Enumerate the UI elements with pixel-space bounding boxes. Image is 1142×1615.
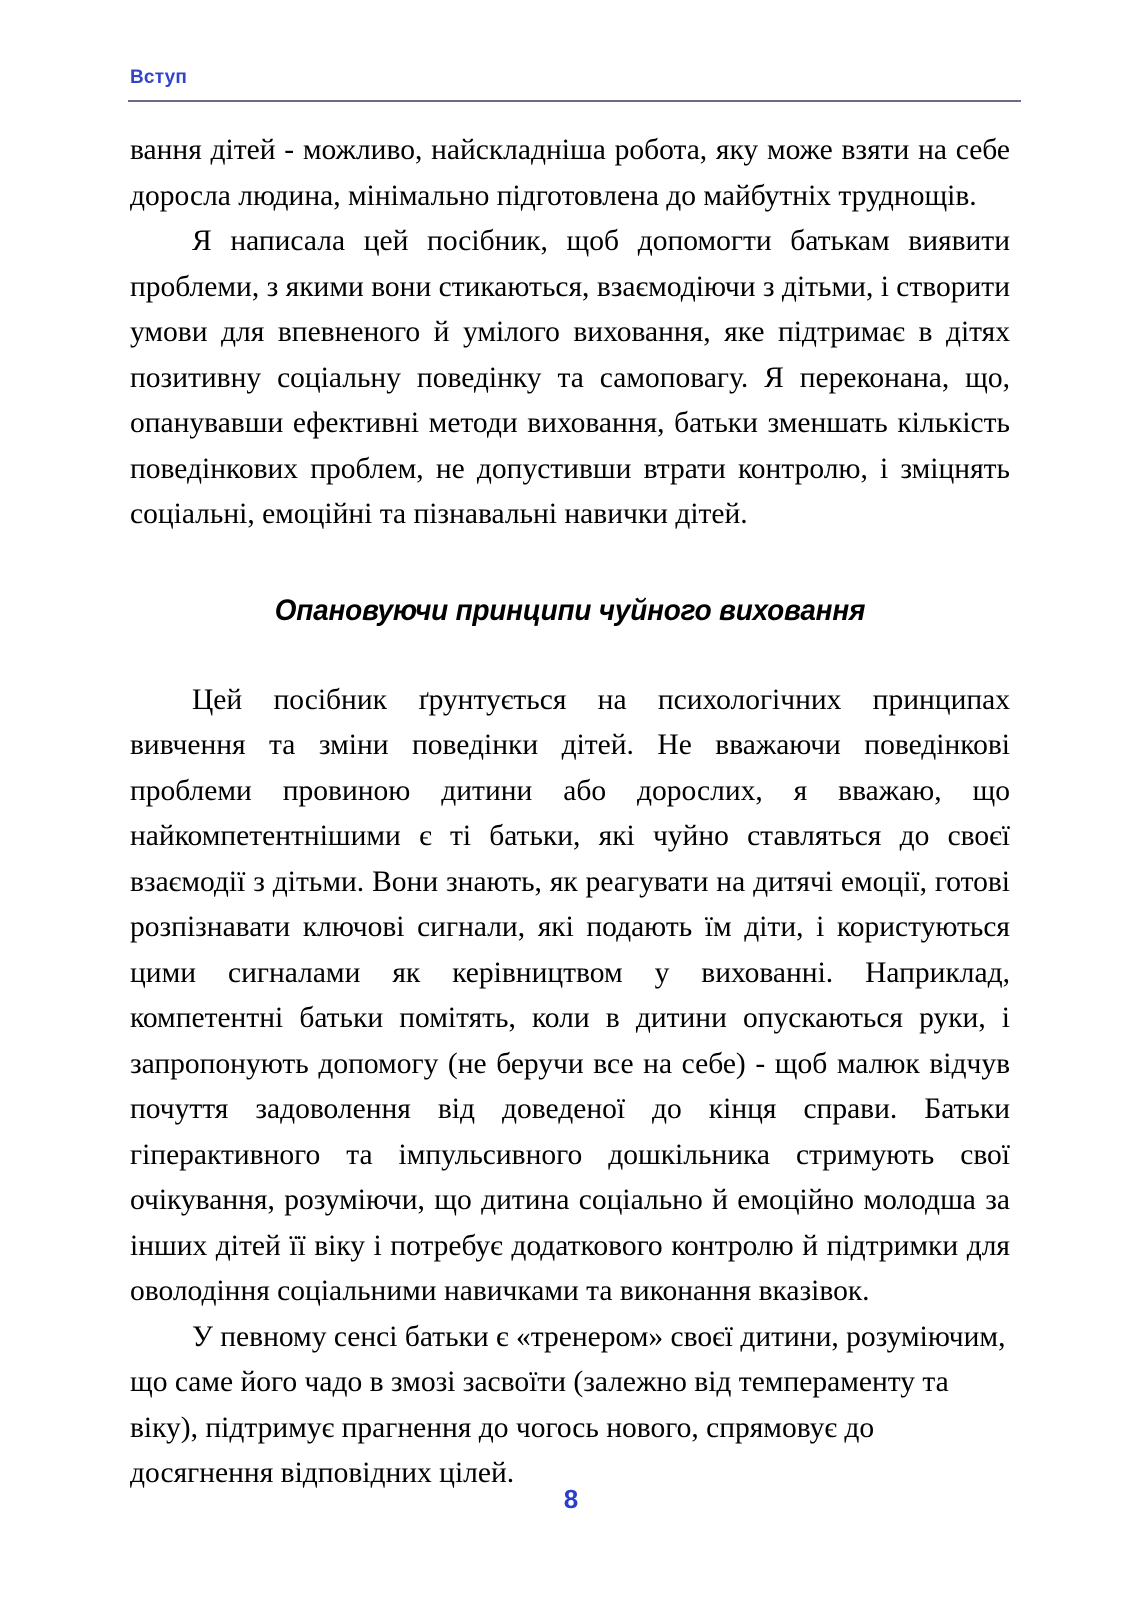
section-heading: Опановуючи принципи чуйного виховання: [274, 593, 866, 627]
paragraph-principles: Цей посібник ґрунтується на психологічних принципах вивчення та зміни поведінки дітей. Не вважаючи поведінкові проблеми провиною дитини або дорослих, я вважаю, що найкомпетентнішими є ті батьки, які чуйно ставляться до своєї взаємодії з дітьми. Вони знають, як реагувати на дитячі емоції, готові розпізнавати ключові сигнали, які подають їм діти, і користуються цими сигналами як керівництвом у вихованні. Наприклад, компетентні батьки помітять, коли в дитини опускаються руки, і запропонують допомогу (не беручи все на себе) - щоб малюк відчув почуття задоволення від доведеної до кінця справи. Батьки гіперактивного та імпульсивного дошкільника стримують свої очікування, розуміючи, що дитина соціально й емоційно молодша за інших дітей її віку і потребує додаткового контролю й підтримки для оволодіння соціальними навичками та виконання вказівок.: [130, 683, 1010, 1307]
running-head-label: Вступ: [130, 67, 188, 88]
paragraph-coach: У певному сенсі батьки є «тренером» своєї дитини, розуміючим, що саме його чадо в змозі засвоїти (залежно від темпераменту та віку), підтримує прагнення до чогось нового, спрямовує до досягнення відповідних цілей.: [130, 1320, 1006, 1489]
paragraph-continuation: вання дітей - можливо, найскладніша робота, яку може взяти на себе доросла людина, мінімально підготовлена до майбутніх труднощів.: [130, 134, 1010, 212]
page-number: 8: [563, 1484, 579, 1514]
heading-spacer-top: [130, 538, 1010, 594]
page-content: [130, 128, 1010, 1497]
paragraph-intro-purpose: Я написала цей посібник, щоб допомогти батькам виявити проблеми, з якими вони стикаються, взаємодіючи з дітьми, і створити умови для впевненого й умілого виховання, яке підтримає в дітях позитивну соціальну поведінку та самоповагу. Я переконана, що, опанувавши ефективні методи виховання, батьки зменшать кількість поведінкових проблем, не допустивши втрати контролю, і зміцнять соціальні, емоційні та пізнавальні навички дітей.: [130, 225, 1010, 530]
running-head: [130, 68, 1022, 87]
header-divider: [128, 100, 1021, 102]
heading-spacer-bottom: [130, 628, 1010, 678]
